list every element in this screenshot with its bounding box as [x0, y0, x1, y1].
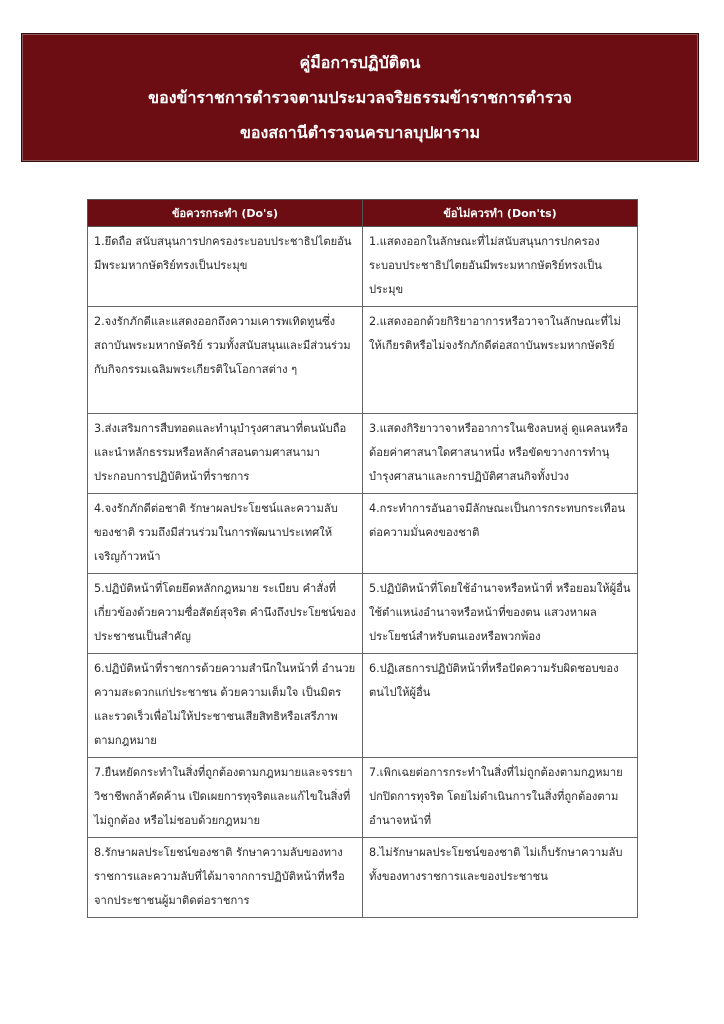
- donts-cell: 1.แสดงออกในลักษณะที่ไม่สนับสนุนการปกครองระบอบประชาธิปไตยอันมีพระมหากษัตริย์ทรงเป็นประมุข: [363, 227, 638, 307]
- table-row: [88, 494, 638, 574]
- dos-donts-table: [87, 199, 638, 918]
- dos-cell: 4.จงรักภักดีต่อชาติ รักษาผลประโยชน์และความลับของชาติ รวมถึงมีส่วนร่วมในการพัฒนาประเทศให้เจริญก้าวหน้า: [88, 494, 363, 574]
- header-donts: ข้อไม่ควรทำ (Don'ts): [363, 200, 638, 227]
- title-line-3: ของสถานีตำรวจนครบาลบุปผาราม: [239, 123, 481, 142]
- table-row: [88, 758, 638, 838]
- dos-cell: 5.ปฏิบัติหน้าที่โดยยึดหลักกฎหมาย ระเบียบ คำสั่งที่เกี่ยวข้องด้วยความซื่อสัตย์สุจริต คำนึงถึงประโยชน์ของประชาชนเป็นสำคัญ: [88, 574, 363, 654]
- dos-cell: 6.ปฏิบัติหน้าที่ราชการด้วยความสำนึกในหน้าที่ อำนวยความสะดวกแก่ประชาชน ด้วยความเต็มใจ เป็นมิตรและรวดเร็วเพื่อไม่ให้ประชาชนเสียสิทธิหรือเสรีภาพตามกฎหมาย: [88, 654, 363, 758]
- table-row: [88, 307, 638, 414]
- table-row: [88, 574, 638, 654]
- table-header-row: [88, 200, 638, 227]
- table-row: [88, 414, 638, 494]
- donts-cell: 5.ปฏิบัติหน้าที่โดยใช้อำนาจหรือหน้าที่ หรือยอมให้ผู้อื่นใช้ตำแหน่งอำนาจหรือหน้าที่ของตน แสวงหาผลประโยชน์สำหรับตนเองหรือพวกพ้อง: [363, 574, 638, 654]
- title-line-1: คู่มือการปฏิบัติตน: [299, 53, 421, 72]
- donts-cell: 6.ปฏิเสธการปฏิบัติหน้าที่หรือปัดความรับผิดชอบของตนไปให้ผู้อื่น: [363, 654, 638, 758]
- table-row: [88, 227, 638, 307]
- dos-cell: 2.จงรักภักดีและแสดงออกถึงความเคารพเทิดทูนซึ่งสถาบันพระมหากษัตริย์ รวมทั้งสนับสนุนและมีส่วนร่วมกับกิจกรรมเฉลิมพระเกียรติในโอกาสต่าง ๆ: [88, 307, 363, 414]
- title-line-2: ของข้าราชการตำรวจตามประมวลจริยธรรมข้าราชการตำรวจ: [148, 88, 572, 107]
- dos-cell: 7.ยืนหยัดกระทำในสิ่งที่ถูกต้องตามกฎหมายและจรรยาวิชาชีพกล้าคัดค้าน เปิดเผยการทุจริตและแก้ไขในสิ่งที่ไม่ถูกต้อง หรือไม่ชอบด้วยกฎหมาย: [88, 758, 363, 838]
- dos-cell: 3.ส่งเสริมการสืบทอดและทำนุบำรุงศาสนาที่ตนนับถือ และนำหลักธรรมหรือหลักคำสอนตามศาสนามาประกอบการปฏิบัติหน้าที่ราชการ: [88, 414, 363, 494]
- header-dos: ข้อควรกระทำ (Do's): [88, 200, 363, 227]
- dos-cell: 8.รักษาผลประโยชน์ของชาติ รักษาความลับของทางราชการและความลับที่ได้มาจากการปฏิบัติหน้าที่หรือจากประชาชนผู้มาติดต่อราชการ: [88, 838, 363, 918]
- donts-cell: 4.กระทำการอันอาจมีลักษณะเป็นการกระทบกระเทือนต่อความมั่นคงของชาติ: [363, 494, 638, 574]
- title-banner: [21, 33, 699, 162]
- donts-cell: 8.ไม่รักษาผลประโยชน์ของชาติ ไม่เก็บรักษาความลับทั้งของทางราชการและของประชาชน: [363, 838, 638, 918]
- donts-cell: 3.แสดงกิริยาวาจาหรืออาการในเชิงลบหลู่ ดูแคลนหรือด้อยค่าศาสนาใดศาสนาหนึ่ง หรือขัดขวางการทำนุบำรุงศาสนาและการปฏิบัติศาสนกิจทั้งปวง: [363, 414, 638, 494]
- table-row: [88, 838, 638, 918]
- donts-cell: 7.เพิกเฉยต่อการกระทำในสิ่งที่ไม่ถูกต้องตามกฎหมายปกปิดการทุจริต โดยไม่ดำเนินการในสิ่งที่ถูกต้องตามอำนาจหน้าที่: [363, 758, 638, 838]
- table-row: [88, 654, 638, 758]
- donts-cell: 2.แสดงออกด้วยกิริยาอาการหรือวาจาในลักษณะที่ไม่ให้เกียรติหรือไม่จงรักภักดีต่อสถาบันพระมหากษัตริย์: [363, 307, 638, 414]
- dos-cell: 1.ยึดถือ สนับสนุนการปกครองระบอบประชาธิปไตยอันมีพระมหากษัตริย์ทรงเป็นประมุข: [88, 227, 363, 307]
